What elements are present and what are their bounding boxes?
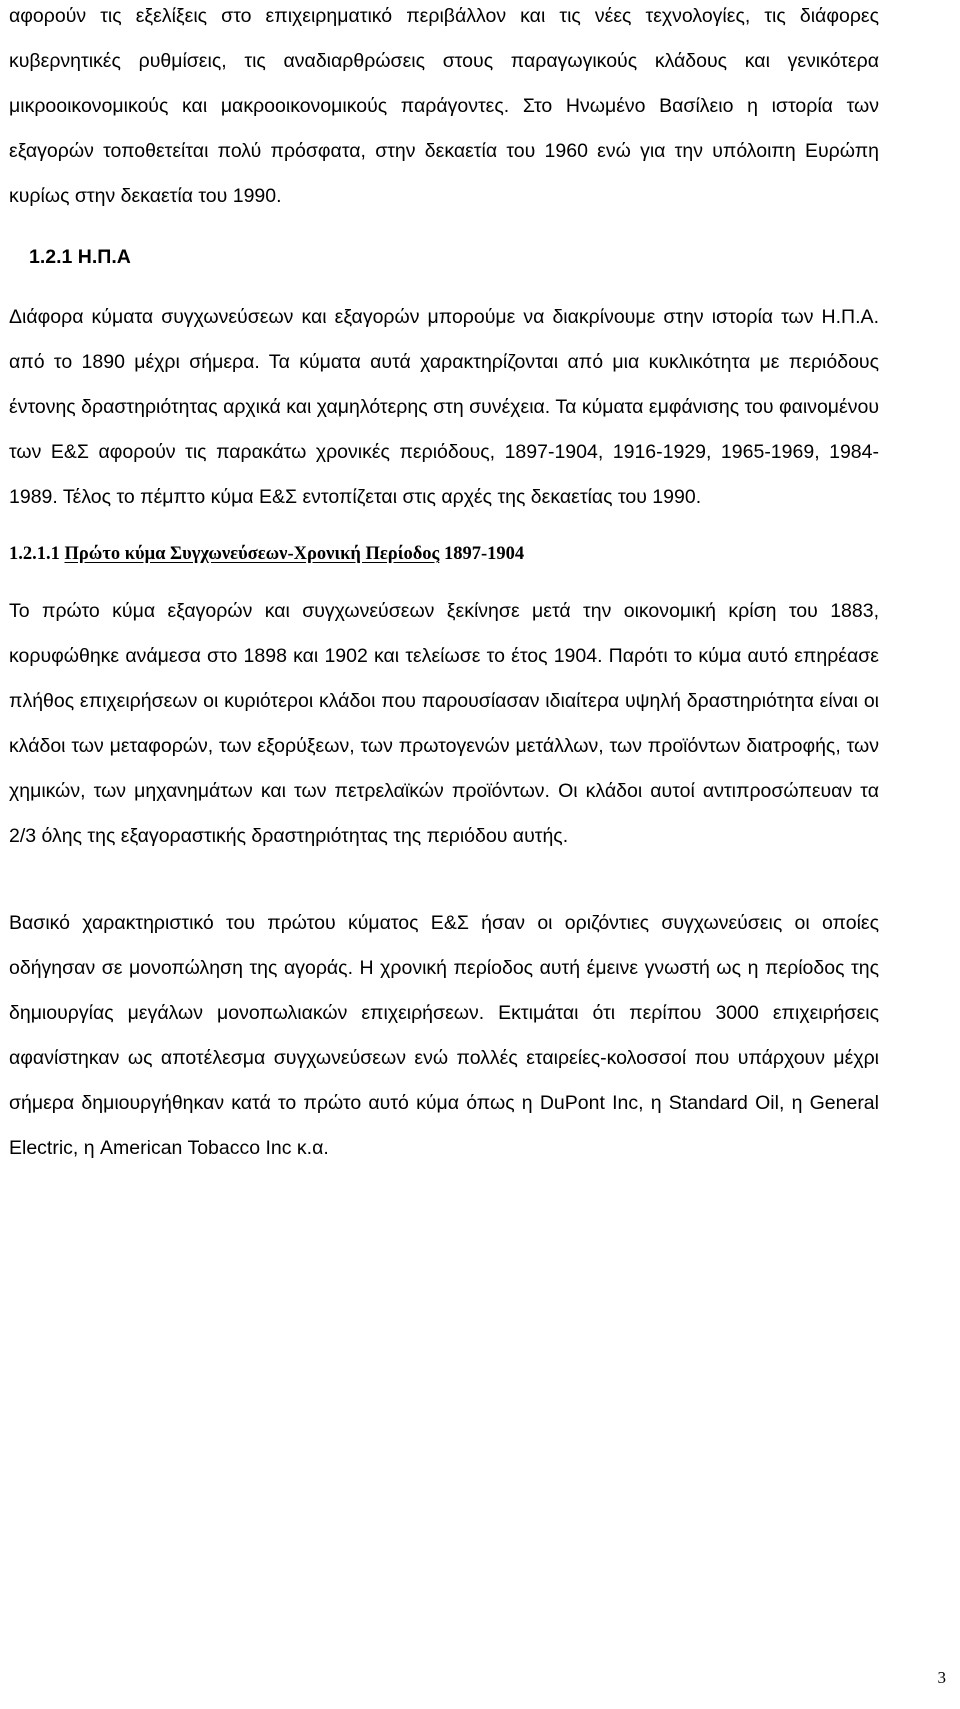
section-heading-usa: 1.2.1 Η.Π.Α: [29, 246, 131, 268]
usa-history-paragraph: Διάφορα κύματα συγχωνεύσεων και εξαγορών μπορούμε να διακρίνουμε στην ιστορία των Η.Π.Α. από το 1890 μέχρι σήμερα. Τα κύματα αυτά χαρακτηρίζονται από μια κυκλικότητα με περιόδους έντονης δραστηριότητας αρχικά και χαμηλότερης στη συνέχεια. Τα κύματα εμφάνισης του φαινομένου των Ε&Σ αφορούν τις παρακάτω χρονικές περιόδους, 1897-1904, 1916-1929, 1965-1969, 1984-1989. Τέλος το πέμπτο κύμα Ε&Σ εντοπίζεται στις αρχές της δεκαετίας του 1990.: [9, 306, 879, 508]
page-number: 3: [937, 1668, 946, 1687]
subsection-title: Πρώτο κύμα Συγχωνεύσεων-Χρονική Περίοδος: [64, 544, 440, 564]
subsection-heading-first-wave: [9, 532, 879, 577]
first-wave-paragraph: Το πρώτο κύμα εξαγορών και συγχωνεύσεων ξεκίνησε μετά την οικονομική κρίση του 1883, κορυφώθηκε ανάμεσα στο 1898 και 1902 και τελείωσε το έτος 1904. Παρότι το κύμα αυτό επηρέασε πλήθος επιχειρήσεων οι κυριότεροι κλάδοι που παρουσίασαν ιδιαίτερα υψηλή δραστηριότητα είναι οι κλάδοι των μεταφορών, των εξορύξεων, των πρωτογενών μετάλλων, των προϊόντων διατροφής, των χημικών, των μηχανημάτων και των πετρελαϊκών προϊόντων. Οι κλάδοι αυτοί αντιπροσώπευαν τα 2/3 όλης της εξαγοραστικής δραστηριότητας της περιόδου αυτής.: [9, 600, 879, 847]
subsection-number: 1.2.1.1: [9, 544, 60, 564]
characteristics-paragraph: Βασικό χαρακτηριστικό του πρώτου κύματος Ε&Σ ήσαν οι οριζόντιες συγχωνεύσεις οι οποίες οδήγησαν σε μονοπώληση της αγοράς. Η χρονική περίοδος αυτή έμεινε γνωστή ως η περίοδος της δημιουργίας μεγάλων μονοπωλιακών επιχειρήσεων. Εκτιμάται ότι περίπου 3000 επιχειρήσεις αφανίστηκαν ως αποτέλεσμα συγχωνεύσεων ενώ πολλές εταιρείες-κολοσσοί που υπάρχουν μέχρι σήμερα δημιουργήθηκαν κατά το πρώτο αυτό κύμα όπως η DuPont Inc, η Standard Oil, η General Electric, η American Tobacco Inc κ.α.: [9, 912, 879, 1159]
subsection-years: 1897-1904: [443, 544, 525, 564]
document-body: [9, 0, 879, 1171]
intro-paragraph: αφορούν τις εξελίξεις στο επιχειρηματικό περιβάλλον και τις νέες τεχνολογίες, τις διάφορες κυβερνητικές ρυθμίσεις, τις αναδιαρθρώσεις στους παραγωγικούς κλάδους και γενικότερα μικροοικονομικούς και μακροοικονομικούς παράγοντες. Στο Ηνωμένο Βασίλειο η ιστορία των εξαγορών τοποθετείται πολύ πρόσφατα, στην δεκαετία του 1960 ενώ για την υπόλοιπη Ευρώπη κυρίως στην δεκαετία του 1990.: [9, 5, 879, 207]
